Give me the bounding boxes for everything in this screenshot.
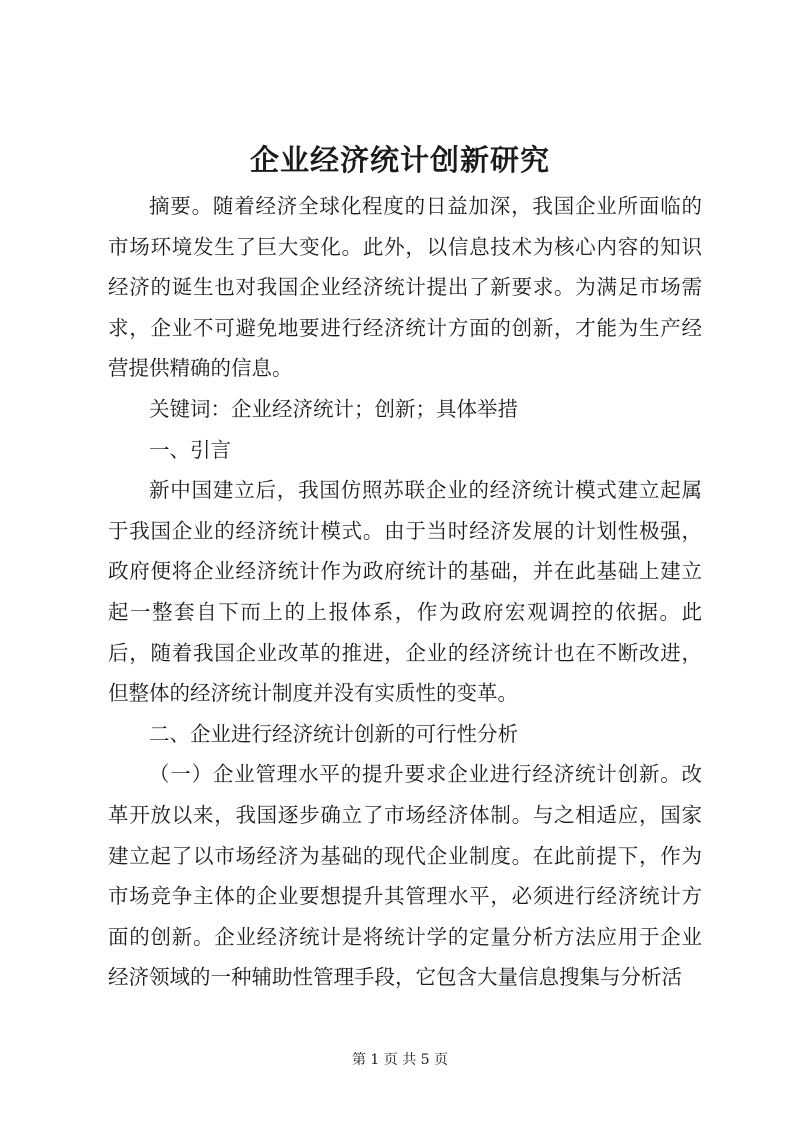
page-footer: 第 1 页 共 5 页 [351,1052,449,1068]
section-heading-feasibility: 二、企业进行经济统计创新的可行性分析 [149,721,518,746]
abstract-paragraph: 摘要。随着经济全球化程度的日益加深，我国企业所面临的市场环境发生了巨大变化。此外，以信息技术为核心内容的知识经济的诞生也对我国企业经济统计提出了新要求。为满足市场需求，企业不可避免地要进行经济统计方面的创新，才能为生产经营提供精确的信息。 [108,194,702,381]
document-title: 企业经济统计创新研究 [249,143,550,177]
feasibility-paragraph: （一）企业管理水平的提升要求企业进行经济统计创新。改革开放以来，我国逐步确立了市场经济体制。与之相适应，国家建立起了以市场经济为基础的现代企业制度。在此前提下，作为市场竞争主体的企业要想提升其管理水平，必须进行经济统计方面的创新。企业经济统计是将统计学的定量分析方法应用于企业经济领域的一种辅助性管理手段，它包含大量信息搜集与分析活 [108,762,702,990]
section-heading-introduction: 一、引言 [149,437,231,462]
introduction-paragraph: 新中国建立后，我国仿照苏联企业的经济统计模式建立起属于我国企业的经济统计模式。由于当时经济发展的计划性极强，政府便将企业经济统计作为政府统计的基础，并在此基础上建立起一整套自下而上的上报体系，作为政府宏观调控的依据。此后，随着我国企业改革的推进，企业的经济统计也在不断改进，但整体的经济统计制度并没有实质性的变革。 [108,478,702,706]
document-body [108,186,702,998]
keywords-paragraph: 关键词：企业经济统计；创新；具体举措 [149,396,518,421]
